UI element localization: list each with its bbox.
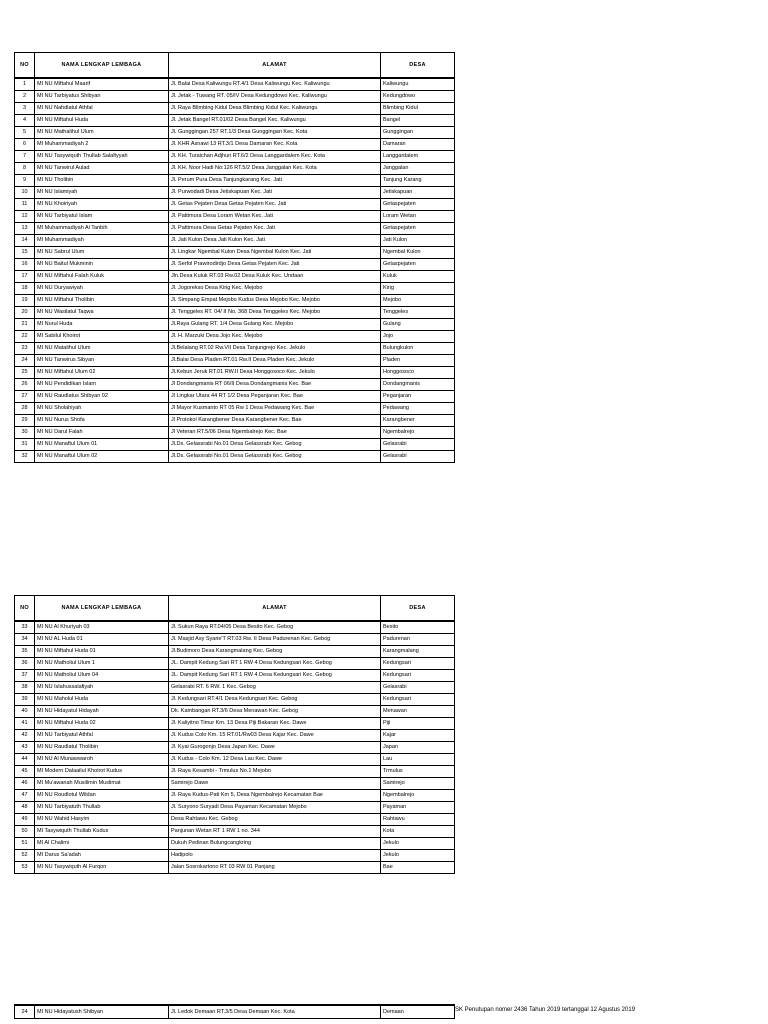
cell-address: Jl. Masjid Asy Syarie'T RT.03 Rw. II Desa Padurenan Kec. Gebog <box>169 634 381 646</box>
cell-address: Jl Lingkar Utara 44 RT 1/2 Desa Peganjaran Kec. Bae <box>169 391 381 403</box>
cell-no: 39 <box>15 694 35 706</box>
cell-village: Menawan <box>381 706 455 718</box>
cell-address: Jl.Belalang RT.02 Rw.VII Desa Tanjungrejo Kec. Jekulo <box>169 343 381 355</box>
cell-village: Tanjung Karang <box>381 175 455 187</box>
cell-address: Jl. H. Marzuki Desa Jojo Kec. Mejobo <box>169 331 381 343</box>
cell-village: Kota <box>381 826 455 838</box>
cell-village: Bae <box>381 862 455 874</box>
cell-no: 51 <box>15 838 35 850</box>
cell-village: Kajar <box>381 730 455 742</box>
cell-lembaga-name: MI NU Tanwirus Sibyan <box>35 355 169 367</box>
cell-village: Tenggeles <box>381 307 455 319</box>
table-row <box>15 379 455 391</box>
cell-village: Demaan <box>381 1005 455 1019</box>
cell-no: 13 <box>15 223 35 235</box>
table-row <box>15 127 455 139</box>
cell-lembaga-name: MI Al Chalimi <box>35 838 169 850</box>
cell-address: JL. Dampit Kedung Sari RT 1 RW 4 Desa Kedungsari Kec. Gebog <box>169 670 381 682</box>
cell-address: Jl. Purwodadi Desa Jetiskapuan Kec. Jati <box>169 187 381 199</box>
table-row <box>15 199 455 211</box>
cell-lembaga-name: MI NU Matalihul Ulum <box>35 343 169 355</box>
table-row <box>15 235 455 247</box>
table-row <box>15 175 455 187</box>
table-row <box>15 151 455 163</box>
cell-address: Jl. Perum Pura Desa Tanjungkarang Kec. Jati <box>169 175 381 187</box>
cell-address: Jln.Desa Kuluk RT.03 Rw.02 Desa Kuluk Kec. Undaan <box>169 271 381 283</box>
cell-address: Jl. Raya Kudus-Pati Km 5, Desa Ngembalrejo Kecamatan Bae <box>169 790 381 802</box>
cell-lembaga-name: MI NU Sholahiyah <box>35 403 169 415</box>
cell-village: Japan <box>381 742 455 754</box>
cell-village: Bangel <box>381 115 455 127</box>
cell-no: 1 <box>15 78 35 91</box>
table-row <box>15 259 455 271</box>
cell-village: Payaman <box>381 802 455 814</box>
cell-address: Desa Rahtawu Kec. Gebog <box>169 814 381 826</box>
cell-address: Jl.Budimoro Desa Karangmalang Kec. Gebog <box>169 646 381 658</box>
cell-village: Kirig <box>381 283 455 295</box>
header-nama: NAMA LENGKAP LEMBAGA <box>35 596 169 622</box>
cell-no: 28 <box>15 403 35 415</box>
cell-no: 34 <box>15 634 35 646</box>
cell-lembaga-name: MI NU Tarbiyatuth Thullab <box>35 802 169 814</box>
cell-address: Jl.Ds. Gelassrabi No.01 Desa Gelassrabi Kec. Gebog <box>169 451 381 463</box>
cell-village: Karangbener <box>381 415 455 427</box>
cell-address: Jl. Kedungsari RT.4/1 Desa Kedungsari Kec. Gebog <box>169 694 381 706</box>
cell-lembaga-name: MI NU Islamiyah <box>35 187 169 199</box>
table-row <box>15 658 455 670</box>
table-row <box>15 211 455 223</box>
cell-village: Kedungsari <box>381 658 455 670</box>
cell-address: Jl. Balai Desa Kaliwungu RT.4/1 Desa Kaliwungu Kec. Kaliwungu <box>169 78 381 91</box>
cell-lembaga-name: MI Mu'awanah Musilimin Muslimat <box>35 778 169 790</box>
header-alamat: ALAMAT <box>169 53 381 79</box>
cell-lembaga-name: MI NU Tarbiyatul Athfal <box>35 730 169 742</box>
cell-village: Ngembalrejo <box>381 427 455 439</box>
table-row <box>15 391 455 403</box>
cell-lembaga-name: MI Darus Sa'adah <box>35 850 169 862</box>
table-row <box>15 646 455 658</box>
cell-no: 43 <box>15 742 35 754</box>
cell-address: Jl. Kaliyitno Timur Km. 13 Desa Piji Bakaran Kec. Dawe <box>169 718 381 730</box>
cell-no: 49 <box>15 814 35 826</box>
cell-lembaga-name: MI Sabilul Khoirot <box>35 331 169 343</box>
table-row <box>15 319 455 331</box>
cell-village: Ngembal Kulon <box>381 247 455 259</box>
cell-village: Gelasrabi <box>381 682 455 694</box>
cell-lembaga-name: MI NU Tholibin <box>35 175 169 187</box>
cell-no: 32 <box>15 451 35 463</box>
cell-address: Jl Dondangmanis RT 06/II Desa Dondangmanis Kec. Bae <box>169 379 381 391</box>
cell-lembaga-name: MI NU Miftahul Huda 01 <box>35 646 169 658</box>
table-row <box>15 778 455 790</box>
table-2 <box>14 595 455 874</box>
cell-village: Langgardalem <box>381 151 455 163</box>
cell-village: Pedawang <box>381 403 455 415</box>
table-row <box>15 682 455 694</box>
table-row <box>15 115 455 127</box>
cell-address: Jl. Jetak - Tuwang RT. 05/IV Desa Kedungdowo Kec. Kaliwungu <box>169 91 381 103</box>
table-row <box>15 451 455 463</box>
cell-no: 8 <box>15 163 35 175</box>
cell-address: Hadipolo <box>169 850 381 862</box>
cell-address: Jl. KH. Noor Hadi No:126 RT.5/2 Desa Janggalan Kec. Kota <box>169 163 381 175</box>
cell-village: Pladen <box>381 355 455 367</box>
table-row <box>15 91 455 103</box>
cell-village: Jojo <box>381 331 455 343</box>
table-row <box>15 814 455 826</box>
cell-village: Trmulus <box>381 766 455 778</box>
cell-address: Jl. Lingkar Ngembal Kulon Desa Ngembal Kulon Kec. Jati <box>169 247 381 259</box>
cell-address: Dukuh Pedinan Bulungcangkring <box>169 838 381 850</box>
cell-lembaga-name: MI Muhammadiyah 2 <box>35 139 169 151</box>
cell-no: 30 <box>15 427 35 439</box>
table-row <box>15 862 455 874</box>
table-row <box>15 283 455 295</box>
cell-no: 22 <box>15 331 35 343</box>
table-row <box>15 103 455 115</box>
header-nama: NAMA LENGKAP LEMBAGA <box>35 53 169 79</box>
cell-no: 46 <box>15 778 35 790</box>
cell-no: 3 <box>15 103 35 115</box>
cell-village: Kedungsari <box>381 694 455 706</box>
cell-lembaga-name: MI NU Miftahul Huda <box>35 115 169 127</box>
cell-lembaga-name: MI Muhammadiyah Al Tanbih <box>35 223 169 235</box>
cell-no: 18 <box>15 283 35 295</box>
cell-village: Gelasrabi <box>381 451 455 463</box>
cell-no: 6 <box>15 139 35 151</box>
cell-lembaga-name: MI NU Manaftul Ulum 01 <box>35 439 169 451</box>
cell-address: Jl. Simpang Empat Mejobo Kudus Desa Mejobo Kec. Mejobo <box>169 295 381 307</box>
table-row <box>15 754 455 766</box>
cell-lembaga-name: MI NU Baitul Mukminin <box>35 259 169 271</box>
cell-lembaga-name: MI NU Sabrul Ulum <box>35 247 169 259</box>
table-row <box>15 139 455 151</box>
cell-village: Bulungkulon <box>381 343 455 355</box>
cell-lembaga-name: MI NU Darul Falah <box>35 427 169 439</box>
header-no: NO <box>15 53 35 79</box>
cell-address: Jl. Getas Pejaten Desa Getas Pejaten Kec. Jati <box>169 199 381 211</box>
cell-no: 36 <box>15 658 35 670</box>
cell-no: 33 <box>15 621 35 634</box>
cell-village: Lau <box>381 754 455 766</box>
table-row <box>15 415 455 427</box>
cell-village: Damaran <box>381 139 455 151</box>
cell-lembaga-name: MI NU Raudlatus Shibyan 02 <box>35 391 169 403</box>
cell-address: Jl Mayor Kusmanto RT 05 Rw 1 Desa Pedawang Kec. Bae <box>169 403 381 415</box>
table-row <box>15 730 455 742</box>
cell-address: Jl. Raya Blimbing Kidul Desa Blimbing Kidul Kec. Kaliwungu <box>169 103 381 115</box>
cell-village: Padurenan <box>381 634 455 646</box>
cell-no: 35 <box>15 646 35 658</box>
cell-no: 27 <box>15 391 35 403</box>
cell-no: 45 <box>15 766 35 778</box>
cell-no: 47 <box>15 790 35 802</box>
cell-no: 21 <box>15 319 35 331</box>
cell-no: 44 <box>15 754 35 766</box>
cell-no: 12 <box>15 211 35 223</box>
table-3 <box>14 1004 455 1019</box>
cell-village: Karangmalang <box>381 646 455 658</box>
cell-address: Jl. Pattimura Desa Getas Pejaten Kec. Jati <box>169 223 381 235</box>
cell-address: Jl. KH. Turaichan Adjhuri RT.6/2 Desa Langgardalem Kec. Kota <box>169 151 381 163</box>
cell-village: Getaspejaten <box>381 223 455 235</box>
cell-no: 11 <box>15 199 35 211</box>
cell-no: 9 <box>15 175 35 187</box>
cell-no: 50 <box>15 826 35 838</box>
cell-address: Dk. Kambangan RT.3/6 Desa Menawan Kec. Gebog <box>169 706 381 718</box>
cell-village: Piji <box>381 718 455 730</box>
cell-no: 23 <box>15 343 35 355</box>
cell-address: Jl.Raya Gulang RT. 1/4 Desa Gulang Kec. Mejobo <box>169 319 381 331</box>
cell-address: Jl. Tenggeles RT. 04/ II No. 368 Desa Tenggeles Kec. Mejobo <box>169 307 381 319</box>
cell-address: JL. Dampit Kedung Sari RT 1 RW 4 Desa Kedungsari Kec. Gebog <box>169 658 381 670</box>
cell-no: 40 <box>15 706 35 718</box>
table-row <box>15 850 455 862</box>
cell-no: 31 <box>15 439 35 451</box>
cell-no: 24 <box>15 355 35 367</box>
cell-village: Kedungsari <box>381 670 455 682</box>
cell-address: Jalan Sosrokartono RT 03 RW 01 Panjang <box>169 862 381 874</box>
table-row <box>15 826 455 838</box>
cell-address: Jl. Kudus Colo Km. 15 RT.01/Rw03 Desa Kajar Kec. Dawe <box>169 730 381 742</box>
cell-lembaga-name: MI NU Al Khuriyah 03 <box>35 621 169 634</box>
cell-address: Jl. Jogorekso Desa Kirig Kec. Mejobo <box>169 283 381 295</box>
cell-no: 29 <box>15 415 35 427</box>
cell-lembaga-name: MI NU Tasywiquth Thullab Salafiyyah <box>35 151 169 163</box>
cell-lembaga-name: MI NU Raudlatul Tholibin <box>35 742 169 754</box>
cell-village: Rahtawu <box>381 814 455 826</box>
cell-lembaga-name: MI Tasywiquth Thullab Kudus <box>35 826 169 838</box>
cell-village: Gunggingan <box>381 127 455 139</box>
cell-address: Jl. Raya Kesambi - Trmulus No.1 Mejobo <box>169 766 381 778</box>
cell-no: 10 <box>15 187 35 199</box>
cell-village: Jekulo <box>381 838 455 850</box>
cell-address: Jl. Jati Kulon Desa Jati Kulon Kec. Jati <box>169 235 381 247</box>
cell-no: 37 <box>15 670 35 682</box>
cell-village: Kedungdowo <box>381 91 455 103</box>
cell-village: Gulang <box>381 319 455 331</box>
cell-lembaga-name: MI NU Nurus Shofa <box>35 415 169 427</box>
cell-address: Jl. Gunggingan 257 RT.1/3 Desa Gunggingan Kec. Kota <box>169 127 381 139</box>
cell-address: Jl. Kudus - Colo Km. 12 Desa Lau Kec. Dawe <box>169 754 381 766</box>
cell-address: Jl. Jetak Bangel RT.01/02 Desa Bangel Kec. Kaliwungu <box>169 115 381 127</box>
cell-no: 17 <box>15 271 35 283</box>
cell-no: 4 <box>15 115 35 127</box>
table-row <box>15 367 455 379</box>
table-row <box>15 163 455 175</box>
table-row <box>15 343 455 355</box>
cell-no: 38 <box>15 682 35 694</box>
cell-village: Peganjaran <box>381 391 455 403</box>
cell-address: Samirejo Dawe <box>169 778 381 790</box>
cell-village: Ngembalrejo <box>381 790 455 802</box>
cell-lembaga-name: MI NU Matholiul Ulum 1 <box>35 658 169 670</box>
cell-no: 14 <box>15 235 35 247</box>
cell-lembaga-name: MI NU Hidayatul Hidayah <box>35 706 169 718</box>
table-header-row <box>15 53 455 79</box>
cell-lembaga-name: MI NU Mathalihul Ulum <box>35 127 169 139</box>
table-row <box>15 78 455 91</box>
cell-lembaga-name: MI NU Miftahul Ulum 02 <box>35 367 169 379</box>
cell-no: 19 <box>15 295 35 307</box>
cell-no: 24 <box>15 1005 35 1019</box>
cell-address: Panjunan Wetan RT 1 RW 1 no. 344 <box>169 826 381 838</box>
cell-village: Kaliwungu <box>381 78 455 91</box>
cell-village: Honggosoco <box>381 367 455 379</box>
cell-village: Jetiskapuan <box>381 187 455 199</box>
table-row <box>15 838 455 850</box>
cell-lembaga-name: MI NU Pendidikan Islam <box>35 379 169 391</box>
cell-lembaga-name: MI NU Khoiriyah <box>35 199 169 211</box>
cell-lembaga-name: MI Muhammadiyah <box>35 235 169 247</box>
cell-no: 52 <box>15 850 35 862</box>
table-row <box>15 223 455 235</box>
cell-lembaga-name: MI NU Islahussalafiyah <box>35 682 169 694</box>
cell-address: Jl.Ds. Gelassrabi No.01 Desa Gelassrabi Kec. Gebog <box>169 439 381 451</box>
cell-village: Besito <box>381 621 455 634</box>
cell-no: 42 <box>15 730 35 742</box>
cell-lembaga-name: MI NU Tarbiyatus Shibyan <box>35 91 169 103</box>
table-row <box>15 694 455 706</box>
table-row <box>15 790 455 802</box>
table-row <box>15 670 455 682</box>
cell-no: 5 <box>15 127 35 139</box>
table-row <box>15 766 455 778</box>
table-row <box>15 706 455 718</box>
table-row <box>15 621 455 634</box>
cell-lembaga-name: MI NU AL Huda 01 <box>35 634 169 646</box>
cell-address: Jl. Sukun Raya RT.04/05 Desa Besito Kec. Gebog <box>169 621 381 634</box>
table-row <box>15 271 455 283</box>
cell-village: Mejobo <box>381 295 455 307</box>
cell-address: Jl. KHR Asnawi 13 RT.3/1 Desa Damaran Kec. Kota <box>169 139 381 151</box>
cell-no: 20 <box>15 307 35 319</box>
table-row <box>15 355 455 367</box>
cell-lembaga-name: MI NU Wahid Hasyim <box>35 814 169 826</box>
cell-address: Jl. Kyai Gurogonjo Desa Japan Kec. Dawe <box>169 742 381 754</box>
table-row <box>15 439 455 451</box>
cell-address: Gelasrabi RT. 6 RW. 1 Kec. Gebog <box>169 682 381 694</box>
header-no: NO <box>15 596 35 622</box>
cell-lembaga-name: MI NU Matholiul Ulum 04 <box>35 670 169 682</box>
table-row <box>15 427 455 439</box>
table-row <box>15 247 455 259</box>
cell-lembaga-name: MI NU Maholul Huda <box>35 694 169 706</box>
cell-address: Jl. Suryono Suryadi Desa Payaman Kecamatan Mejobo <box>169 802 381 814</box>
cell-no: 41 <box>15 718 35 730</box>
cell-lembaga-name: MI NU Roudlotul Wildan <box>35 790 169 802</box>
cell-no: 25 <box>15 367 35 379</box>
cell-village: Jekulo <box>381 850 455 862</box>
table-row <box>15 187 455 199</box>
cell-lembaga-name: MI NU Miftahul Tholibin <box>35 295 169 307</box>
cell-village: Dondangmanis <box>381 379 455 391</box>
cell-lembaga-name: MI NU Nahdlatul Athfal <box>35 103 169 115</box>
cell-lembaga-name: MI NU Duryawiyah <box>35 283 169 295</box>
cell-village: Samirejo <box>381 778 455 790</box>
cell-no: 15 <box>15 247 35 259</box>
cell-lembaga-name: MI Nurul Huda <box>35 319 169 331</box>
table-1 <box>14 52 455 463</box>
table-row <box>15 742 455 754</box>
cell-lembaga-name: MI NU Wasilatul Taqwa <box>35 307 169 319</box>
cell-lembaga-name: MI Modern Dalaailul Khoirot Kudus <box>35 766 169 778</box>
cell-lembaga-name: MI NU Miftahul Huda 02 <box>35 718 169 730</box>
cell-village: Jati Kulon <box>381 235 455 247</box>
cell-lembaga-name: MI NU Al Munawwaroh <box>35 754 169 766</box>
cell-lembaga-name: MI NU Tasywiquth Al Furqon <box>35 862 169 874</box>
cell-no: 53 <box>15 862 35 874</box>
cell-village: Loram Wetan <box>381 211 455 223</box>
cell-address: Jl. Serfol Prawirodirdjo Desa Getas Pejaten Kec. Jati <box>169 259 381 271</box>
table-row <box>15 1005 455 1019</box>
table-row <box>15 307 455 319</box>
cell-address: Jl. Ledok Demaan RT.3/5 Desa Demaan Kec. Kota <box>169 1005 381 1019</box>
cell-village: Blimbing Kidul <box>381 103 455 115</box>
cell-lembaga-name: MI NU Tarbiyatul Islam <box>35 211 169 223</box>
cell-no: 7 <box>15 151 35 163</box>
cell-lembaga-name: MI NU Miftahul Maarif <box>35 78 169 91</box>
cell-village: Getaspejaten <box>381 199 455 211</box>
cell-lembaga-name: MI NU Miftahul Falah Kuluk <box>35 271 169 283</box>
table-row <box>15 331 455 343</box>
cell-lembaga-name: MI NU Tanwirul Aulad <box>35 163 169 175</box>
cell-village: Getaspejaten <box>381 259 455 271</box>
header-alamat: ALAMAT <box>169 596 381 622</box>
cell-address: Jl Protokol Karangbener Desa Karangbener Kec. Bae <box>169 415 381 427</box>
cell-address: Jl. Pattimura Desa Loram Wetan Kec. Jati <box>169 211 381 223</box>
table-row <box>15 295 455 307</box>
cell-village: Gelasrabi <box>381 439 455 451</box>
cell-village: Janggalan <box>381 163 455 175</box>
cell-lembaga-name: MI NU Manaftul Ulum 02 <box>35 451 169 463</box>
header-desa: DESA <box>381 53 455 79</box>
cell-no: 48 <box>15 802 35 814</box>
cell-no: 16 <box>15 259 35 271</box>
cell-address: Jl.Balai Desa Pladen RT.01 Rw.II Desa Pladen Kec. Jekulo <box>169 355 381 367</box>
cell-address: Jl Veteran RT.5/06 Desa Ngembalrejo Kec. Bae <box>169 427 381 439</box>
table-header-row <box>15 596 455 622</box>
cell-lembaga-name: MI NU Hidayatush Shibyan <box>35 1005 169 1019</box>
header-desa: DESA <box>381 596 455 622</box>
cell-no: 26 <box>15 379 35 391</box>
cell-address: Jl.Kebun Jeruk RT.01 RW.II Desa Honggosoco Kec. Jekulo <box>169 367 381 379</box>
table-row <box>15 802 455 814</box>
table-row <box>15 634 455 646</box>
table-row <box>15 403 455 415</box>
cell-no: 2 <box>15 91 35 103</box>
closure-note: SK Penutupan nomer 2436 Tahun 2019 tertanggal 12 Agustus 2019 <box>455 1007 636 1013</box>
cell-village: Kuluk <box>381 271 455 283</box>
table-row <box>15 718 455 730</box>
